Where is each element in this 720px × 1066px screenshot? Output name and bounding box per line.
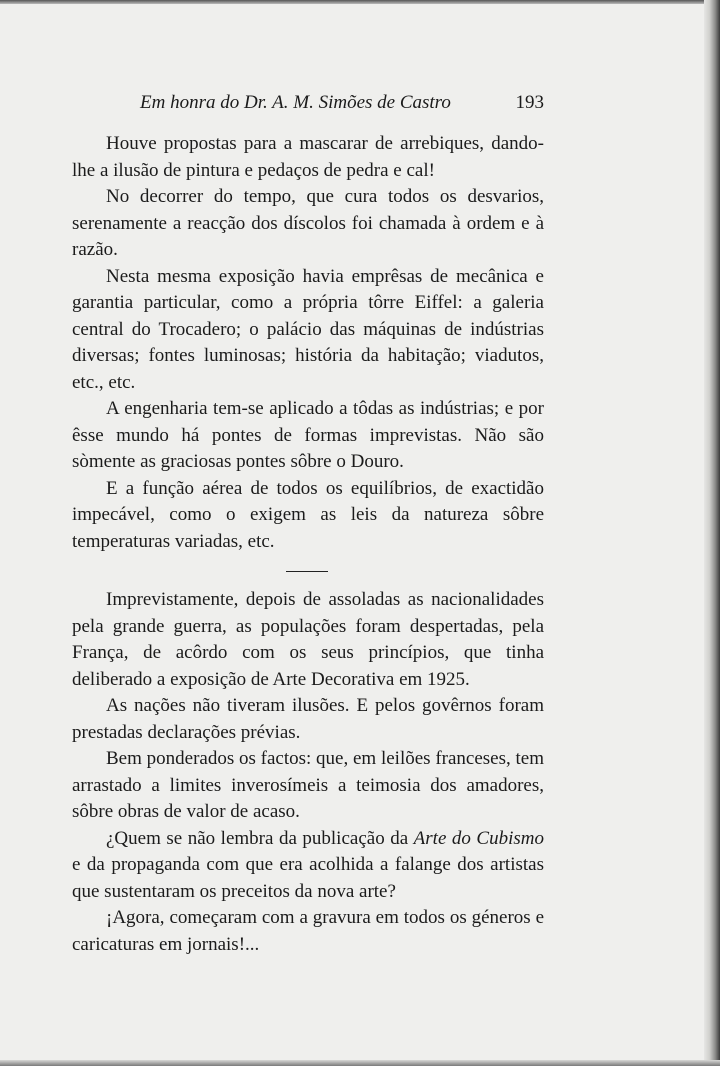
paragraph: Houve propostas para a mascarar de arrebiques, dando-lhe a ilusão de pintura e pedaços de pedra e cal! (72, 133, 544, 181)
paragraph: A engenharia tem-se aplicado a tôdas as indústrias; e por êsse mundo há pontes de formas imprevistas. Não são sòmente as graciosas pontes sôbre o Douro. (72, 398, 544, 472)
text-span: ¿Quem se não lembra da publicação da (106, 827, 414, 849)
paragraph: As nações não tiveram ilusões. E pelos govêrnos foram prestadas declarações prévias. (72, 695, 544, 743)
text-span: e da propaganda com que era acolhida a falange dos artistas que sustentaram os preceitos da nova arte? (72, 854, 544, 902)
paragraph: Imprevistamente, depois de assoladas as nacionalidades pela grande guerra, as populações foram despertadas, pela França, de acôrdo com os seus princípios, que tinha deliberado a exposição de Arte Decorativa em 1925. (72, 589, 544, 690)
paragraph: Nesta mesma exposição havia emprêsas de mecânica e garantia particular, como a própria tôrre Eiffel: a galeria central do Trocadero; o palácio das máquinas de indústrias diversas; fontes luminosas; história da habitação; viadutos, etc., etc. (72, 265, 544, 393)
paragraph: ¡Agora, começaram com a gravura em todos os géneros e caricaturas em jornais!... (72, 907, 544, 955)
page-number: 193 (515, 92, 544, 113)
section-divider (72, 555, 544, 587)
paragraph: No decorrer do tempo, que cura todos os desvarios, serenamente a reacção dos díscolos foi chamada à ordem e à razão. (72, 186, 544, 260)
section-rule (286, 571, 328, 572)
page-right-edge (704, 0, 720, 1066)
paragraph: Bem ponderados os factos: que, em leilões franceses, tem arrastado a limites inverosímeis a teimosia dos amadores, sôbre obras de valor de acaso. (72, 748, 544, 822)
book-title: Arte do Cubismo (413, 827, 544, 849)
page-top-edge (0, 0, 720, 4)
body-text (72, 131, 544, 958)
paragraph: E a função aérea de todos os equilíbrios, de exactidão impecável, como o exigem as leis da natureza sôbre temperaturas variadas, etc. (72, 477, 544, 552)
running-title: Em honra do Dr. A. M. Simões de Castro (140, 92, 451, 113)
paragraph-cubism (72, 826, 544, 906)
page-bottom-edge (0, 1060, 720, 1066)
